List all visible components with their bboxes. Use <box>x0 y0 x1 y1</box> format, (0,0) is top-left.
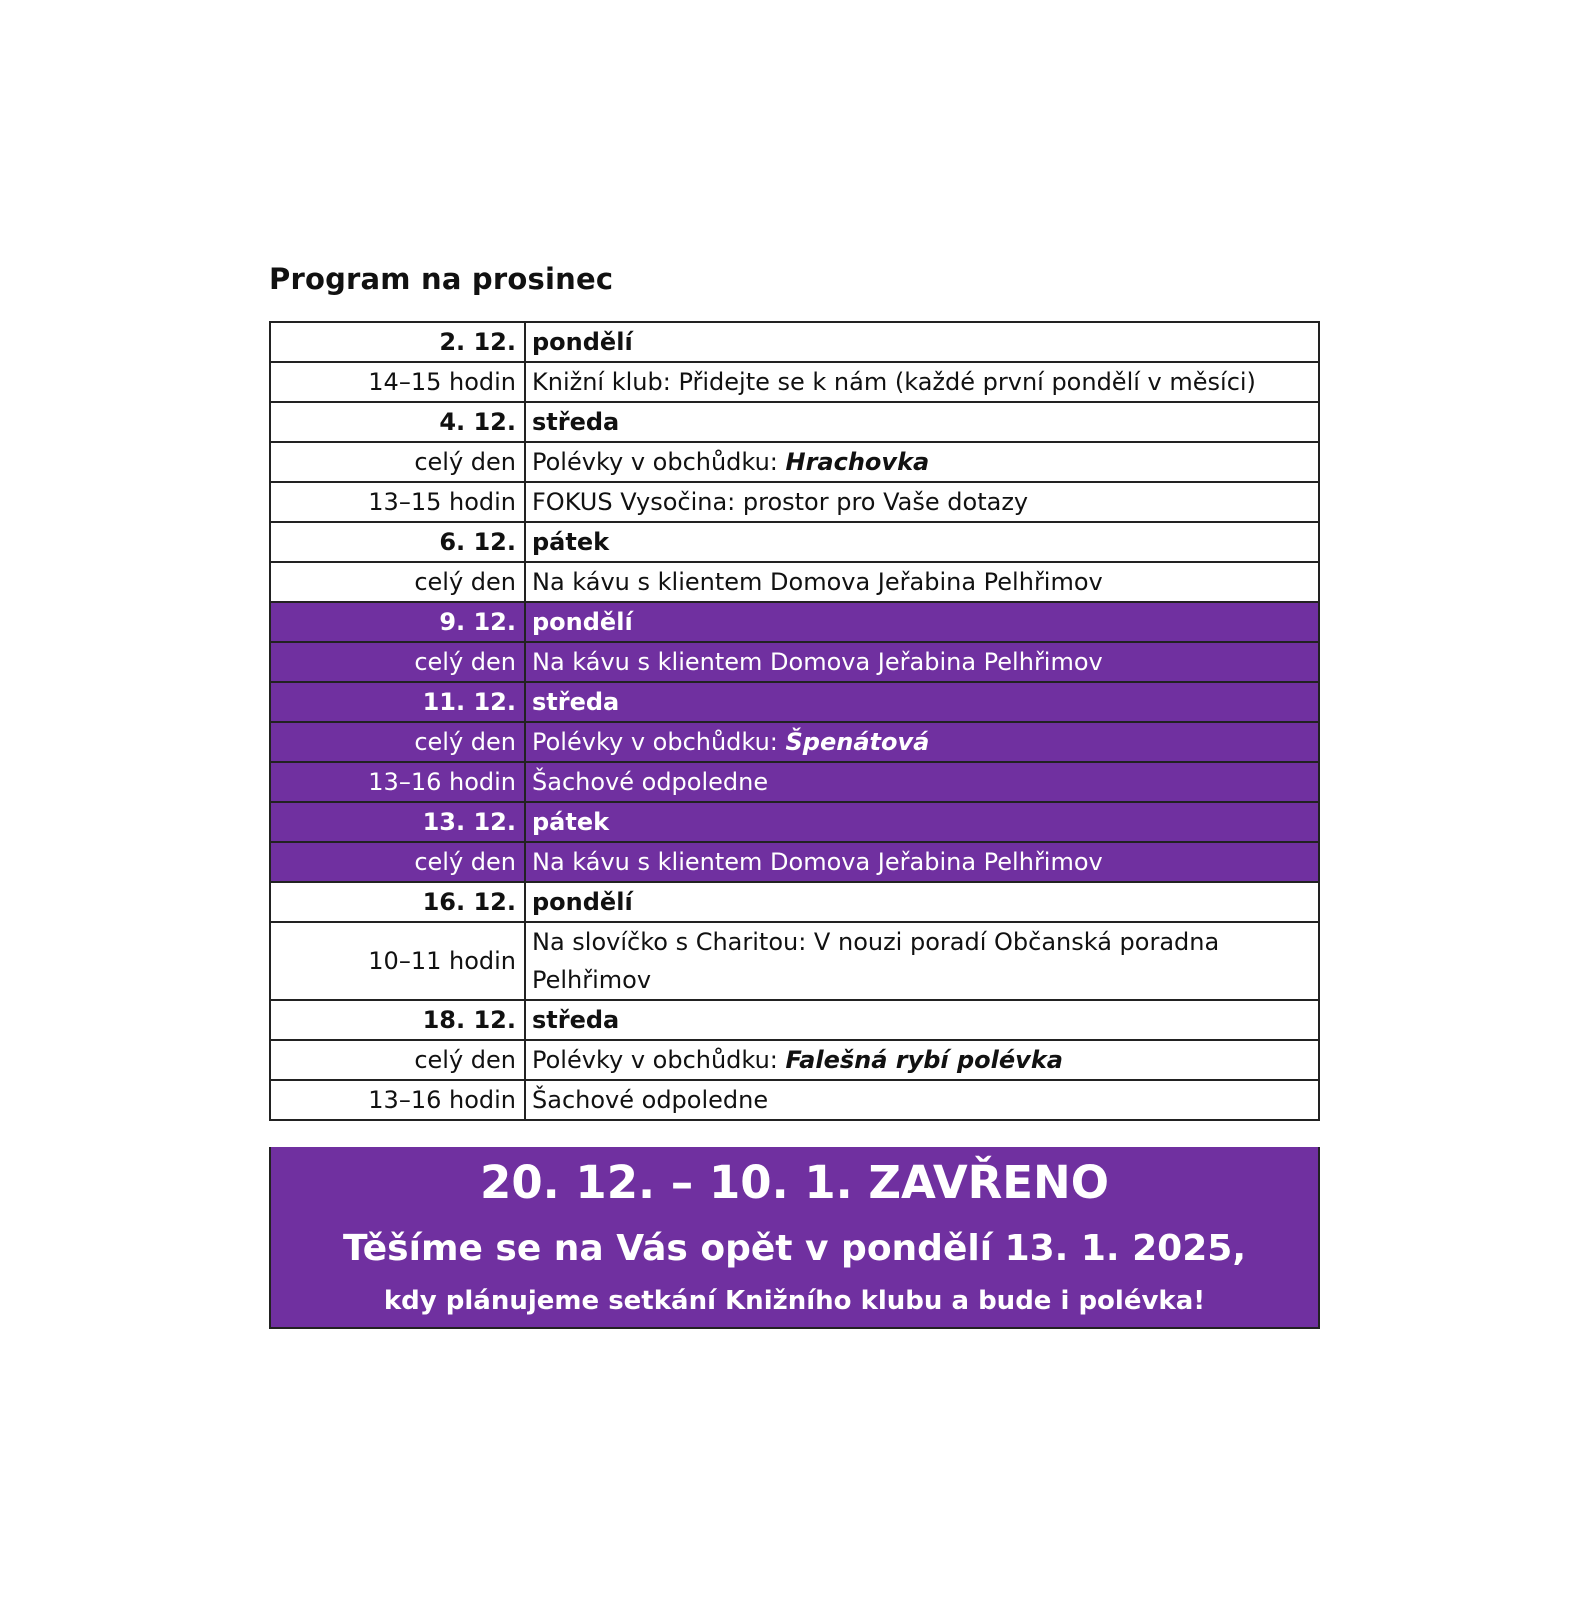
weekday-cell: středa <box>525 402 1319 442</box>
table-row-event-highlighted <box>270 642 1319 682</box>
event-cell: Šachové odpoledne <box>525 1080 1319 1120</box>
event-cell: Na kávu s klientem Domova Jeřabina Pelhřimov <box>525 842 1319 882</box>
weekday-cell: pátek <box>525 522 1319 562</box>
time-cell: celý den <box>270 562 525 602</box>
table-row-event <box>270 482 1319 522</box>
date-cell: 18. 12. <box>270 1000 525 1040</box>
table-row-event-highlighted <box>270 842 1319 882</box>
weekday-cell: středa <box>525 1000 1319 1040</box>
table-row-event <box>270 362 1319 402</box>
weekday-cell: středa <box>525 682 1319 722</box>
date-cell: 11. 12. <box>270 682 525 722</box>
soup-name: Špenátová <box>785 728 930 756</box>
weekday-cell: pondělí <box>525 322 1319 362</box>
closure-headline: 20. 12. – 10. 1. ZAVŘENO <box>480 1156 1109 1209</box>
soup-name: Falešná rybí polévka <box>785 1046 1063 1074</box>
time-cell: celý den <box>270 1040 525 1080</box>
date-cell: 9. 12. <box>270 602 525 642</box>
table-row-day <box>270 402 1319 442</box>
time-cell: 13–15 hodin <box>270 482 525 522</box>
table-row-day <box>270 522 1319 562</box>
time-cell: 10–11 hodin <box>270 922 525 1000</box>
table-row-day-highlighted <box>270 682 1319 722</box>
date-cell: 13. 12. <box>270 802 525 842</box>
schedule-table <box>269 321 1320 1121</box>
page-title: Program na prosinec <box>269 262 614 296</box>
table-row-day <box>270 882 1319 922</box>
event-cell: Knižní klub: Přidejte se k nám (každé první pondělí v měsíci) <box>525 362 1319 402</box>
event-cell: FOKUS Vysočina: prostor pro Vaše dotazy <box>525 482 1319 522</box>
date-cell: 2. 12. <box>270 322 525 362</box>
table-row-event-highlighted <box>270 762 1319 802</box>
time-cell: celý den <box>270 722 525 762</box>
table-row-event <box>270 442 1319 482</box>
time-cell: 13–16 hodin <box>270 1080 525 1120</box>
closure-notice <box>269 1147 1320 1329</box>
table-row-day <box>270 322 1319 362</box>
event-cell <box>525 442 1319 482</box>
event-text: Polévky v obchůdku: <box>532 448 786 476</box>
table-row-event <box>270 562 1319 602</box>
event-cell: Na kávu s klientem Domova Jeřabina Pelhřimov <box>525 642 1319 682</box>
table-row-event-highlighted <box>270 722 1319 762</box>
event-cell: Na slovíčko s Charitou: V nouzi poradí Občanská poradna Pelhřimov <box>525 922 1319 1000</box>
date-cell: 16. 12. <box>270 882 525 922</box>
event-cell: Na kávu s klientem Domova Jeřabina Pelhřimov <box>525 562 1319 602</box>
weekday-cell: pátek <box>525 802 1319 842</box>
event-cell <box>525 722 1319 762</box>
time-cell: 13–16 hodin <box>270 762 525 802</box>
reopening-detail: kdy plánujeme setkání Knižního klubu a bude i polévka! <box>383 1286 1206 1316</box>
event-text: Polévky v obchůdku: <box>532 728 786 756</box>
time-cell: celý den <box>270 442 525 482</box>
event-cell: Šachové odpoledne <box>525 762 1319 802</box>
date-cell: 4. 12. <box>270 402 525 442</box>
soup-name: Hrachovka <box>785 448 930 476</box>
table-row-day-highlighted <box>270 602 1319 642</box>
date-cell: 6. 12. <box>270 522 525 562</box>
event-cell <box>525 1040 1319 1080</box>
table-row-event <box>270 1040 1319 1080</box>
weekday-cell: pondělí <box>525 602 1319 642</box>
time-cell: celý den <box>270 842 525 882</box>
weekday-cell: pondělí <box>525 882 1319 922</box>
table-row-day-highlighted <box>270 802 1319 842</box>
time-cell: 14–15 hodin <box>270 362 525 402</box>
event-text: Polévky v obchůdku: <box>532 1046 786 1074</box>
table-row-event <box>270 922 1319 1000</box>
table-row-day <box>270 1000 1319 1040</box>
table-row-event <box>270 1080 1319 1120</box>
time-cell: celý den <box>270 642 525 682</box>
reopening-line: Těšíme se na Vás opět v pondělí 13. 1. 2025, <box>342 1228 1247 1269</box>
